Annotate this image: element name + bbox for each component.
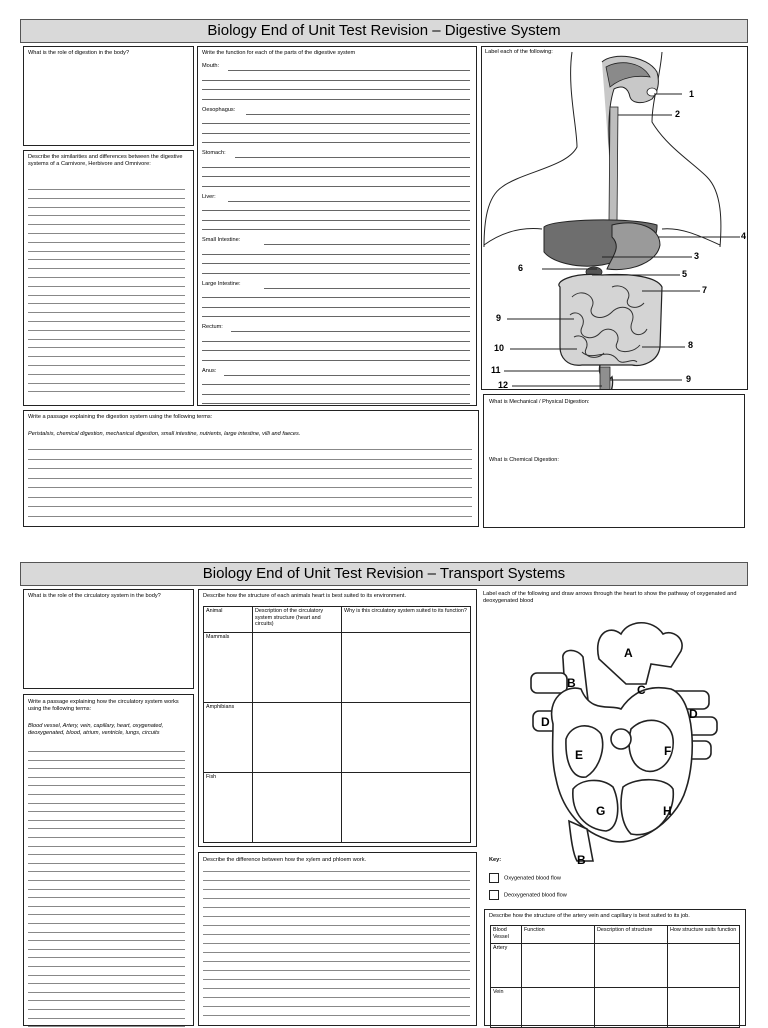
answer-line[interactable] xyxy=(202,80,470,81)
answer-line[interactable] xyxy=(28,1018,185,1019)
diagram-label: 11 xyxy=(491,365,501,375)
answer-line[interactable] xyxy=(28,330,185,331)
answer-line[interactable] xyxy=(28,277,185,278)
part-label: Liver: xyxy=(202,193,216,200)
answer-line[interactable] xyxy=(28,347,185,348)
table-header: Why is this circulatory system suited to its function? xyxy=(342,607,471,633)
heart-label: A xyxy=(624,646,633,660)
answer-line[interactable] xyxy=(202,176,470,177)
answer-line[interactable] xyxy=(28,837,185,838)
table-cell[interactable] xyxy=(522,988,595,1028)
answer-line[interactable] xyxy=(203,916,470,917)
answer-line[interactable] xyxy=(202,99,470,100)
diagram-label: 12 xyxy=(498,380,509,390)
answer-line[interactable] xyxy=(28,207,185,208)
blood-vessel-question: Describe how the structure of the artery vein and capillary is best suited to its job. xyxy=(489,913,690,919)
passage-terms: Peristalsis, chemical digestion, mechanical digestion, small intestine, nutrients, large intestine, villi and faeces. xyxy=(28,431,301,437)
answer-line[interactable] xyxy=(28,794,185,795)
heart-label: D xyxy=(541,715,550,729)
animal-name: Amphibians xyxy=(204,703,253,773)
digestion-types-box[interactable] xyxy=(483,394,745,528)
key-item-oxygenated xyxy=(489,873,561,883)
answer-line[interactable] xyxy=(28,880,185,881)
answer-line[interactable] xyxy=(235,157,470,158)
digestion-passage-box[interactable] xyxy=(23,410,479,527)
diagram-label: 10 xyxy=(494,343,505,353)
vessel-name: Artery xyxy=(491,944,522,988)
vessel-name: Vein xyxy=(491,988,522,1028)
answer-line[interactable] xyxy=(28,871,185,872)
table-header: How structure suits function xyxy=(668,926,740,944)
answer-line[interactable] xyxy=(28,932,185,933)
answer-line[interactable] xyxy=(28,1009,185,1010)
answer-line[interactable] xyxy=(28,459,472,460)
table-cell[interactable] xyxy=(342,633,471,703)
answer-line[interactable] xyxy=(224,375,470,376)
answer-line[interactable] xyxy=(28,312,185,313)
answer-line[interactable] xyxy=(28,1000,185,1001)
diagram-label: 9 xyxy=(686,374,692,384)
answer-line[interactable] xyxy=(28,497,472,498)
answer-line[interactable] xyxy=(203,934,470,935)
circulatory-passage-terms: Blood vessel, Artery, vein, capillary, heart, oxygenated, deoxygenated, blood, atrium, ventricle, lungs, circuits xyxy=(28,723,164,736)
key-title: Key: xyxy=(489,857,502,863)
heart-label: H xyxy=(663,804,672,818)
answer-line[interactable] xyxy=(202,403,470,404)
answer-line[interactable] xyxy=(203,952,470,953)
answer-line[interactable] xyxy=(202,229,470,230)
circulatory-passage-box[interactable] xyxy=(23,694,194,1026)
answer-line[interactable] xyxy=(28,251,185,252)
answer-line[interactable] xyxy=(28,863,185,864)
mechanical-question: What is Mechanical / Physical Digestion: xyxy=(489,399,590,405)
answer-line[interactable] xyxy=(202,360,470,361)
answer-line[interactable] xyxy=(28,356,185,357)
answer-line[interactable] xyxy=(28,923,185,924)
answer-line[interactable] xyxy=(28,975,185,976)
table-cell[interactable] xyxy=(253,703,342,773)
answer-line[interactable] xyxy=(28,259,185,260)
answer-line[interactable] xyxy=(202,350,470,351)
answer-line[interactable] xyxy=(28,897,185,898)
checkbox[interactable] xyxy=(489,873,499,883)
answer-line[interactable] xyxy=(28,224,185,225)
table-header: Animal xyxy=(204,607,253,633)
answer-line[interactable] xyxy=(202,316,470,317)
parts-function-question: Write the function for each of the parts of the digestive system xyxy=(202,50,356,56)
digestive-diagram-box xyxy=(481,46,748,390)
answer-line[interactable] xyxy=(28,803,185,804)
answer-line[interactable] xyxy=(202,384,470,385)
diagram-label: 7 xyxy=(702,285,708,295)
table-cell[interactable] xyxy=(342,773,471,843)
answer-line[interactable] xyxy=(202,167,470,168)
answer-line[interactable] xyxy=(246,114,470,115)
blood-vessel-table xyxy=(490,925,740,1028)
answer-line[interactable] xyxy=(231,331,470,332)
circulatory-passage-question: Write a passage explaining how the circulatory system works using the following terms: xyxy=(28,699,179,712)
diagram-label: 5 xyxy=(682,269,688,279)
heart-label: G xyxy=(596,804,606,818)
key-label: Oxygenated blood flow xyxy=(504,875,561,882)
parts-list xyxy=(202,61,470,405)
answer-line[interactable] xyxy=(203,961,470,962)
diagram-label: 6 xyxy=(518,263,524,273)
answer-line[interactable] xyxy=(264,288,470,289)
digestion-role-question: What is the role of digestion in the body? xyxy=(28,50,130,56)
answer-line[interactable] xyxy=(203,970,470,971)
heart-label: B xyxy=(577,853,586,867)
answer-line[interactable] xyxy=(28,760,185,761)
heart-label: B xyxy=(567,676,576,690)
answer-line[interactable] xyxy=(28,303,185,304)
xylem-phloem-question: Describe the difference between how the xylem and phloem work. xyxy=(203,857,367,863)
answer-line[interactable] xyxy=(264,244,470,245)
answer-line[interactable] xyxy=(203,997,470,998)
checkbox[interactable] xyxy=(489,890,499,900)
compare-digestive-question: Describe the similarities and differences between the digestive systems of a Carnivore, Herbivore and Omnivore: xyxy=(28,154,183,167)
part-label: Rectum: xyxy=(202,324,223,330)
answer-line[interactable] xyxy=(28,957,185,958)
answer-line[interactable] xyxy=(202,341,470,342)
diagram-label: 3 xyxy=(694,251,700,261)
part-label: Small Intestine: xyxy=(202,237,241,243)
part-label: Anus: xyxy=(202,367,217,374)
answer-line[interactable] xyxy=(28,449,472,450)
table-cell[interactable] xyxy=(342,703,471,773)
heart-label: C xyxy=(637,683,646,697)
digestion-role-box[interactable] xyxy=(23,46,194,146)
answer-line[interactable] xyxy=(203,988,470,989)
table-header: Description of the circulatory system structure (heart and circuits) xyxy=(253,607,342,633)
heart-label: E xyxy=(575,748,584,762)
heart-label: F xyxy=(664,744,672,758)
xylem-phloem-box[interactable] xyxy=(198,852,477,1026)
answer-line[interactable] xyxy=(28,242,185,243)
circulatory-role-question: What is the role of the circulatory system in the body? xyxy=(28,593,161,599)
table-header: Description of structure xyxy=(595,926,668,944)
part-label: Large Intestine: xyxy=(202,280,241,287)
answer-line[interactable] xyxy=(28,966,185,967)
answer-line[interactable] xyxy=(203,889,470,890)
digestive-system-illustration xyxy=(482,47,748,390)
blood-vessel-box[interactable] xyxy=(484,909,746,1026)
answer-line[interactable] xyxy=(28,468,472,469)
passage-question: Write a passage explaining the digestion system using the following terms: xyxy=(28,414,213,420)
answer-line[interactable] xyxy=(28,983,185,984)
table-cell[interactable] xyxy=(595,944,668,988)
diagram-label: 9 xyxy=(496,313,502,323)
answer-line[interactable] xyxy=(28,828,185,829)
animal-heart-table xyxy=(203,606,471,843)
answer-line[interactable] xyxy=(203,907,470,908)
answer-line[interactable] xyxy=(28,391,185,392)
key-item-deoxygenated xyxy=(489,890,567,900)
diagram-label: 4 xyxy=(741,231,747,241)
answer-line[interactable] xyxy=(28,785,185,786)
answer-line[interactable] xyxy=(28,365,185,366)
part-label: Mouth: xyxy=(202,63,220,69)
answer-line[interactable] xyxy=(228,201,470,202)
answer-line[interactable] xyxy=(28,233,185,234)
answer-line[interactable] xyxy=(202,186,470,187)
heart-label: D xyxy=(689,707,698,721)
answer-line[interactable] xyxy=(28,846,185,847)
answer-line[interactable] xyxy=(203,925,470,926)
answer-line[interactable] xyxy=(28,215,185,216)
answer-line[interactable] xyxy=(28,321,185,322)
answer-line[interactable] xyxy=(28,889,185,890)
answer-line[interactable] xyxy=(202,210,470,211)
answer-line[interactable] xyxy=(28,374,185,375)
parts-function-box[interactable] xyxy=(197,46,477,406)
answer-line[interactable] xyxy=(202,254,470,255)
answer-line[interactable] xyxy=(202,297,470,298)
answer-line[interactable] xyxy=(203,943,470,944)
answer-line[interactable] xyxy=(202,394,470,395)
diagram-label: 1 xyxy=(689,89,695,99)
answer-line[interactable] xyxy=(202,89,470,90)
answer-line[interactable] xyxy=(28,478,472,479)
answer-line[interactable] xyxy=(28,286,185,287)
animal-heart-question: Describe how the structure of each animals heart is best suited to its environment. xyxy=(203,593,407,599)
answer-line[interactable] xyxy=(28,268,185,269)
key-label: Deoxygenated blood flow xyxy=(504,892,567,899)
table-cell[interactable] xyxy=(253,773,342,843)
heart-diagram-area xyxy=(481,589,748,909)
answer-line[interactable] xyxy=(202,123,470,124)
table-header: Blood Vessel xyxy=(491,926,522,944)
part-label: Oesophagus: xyxy=(202,106,236,113)
table-cell[interactable] xyxy=(668,988,740,1028)
answer-line[interactable] xyxy=(28,383,185,384)
answer-line[interactable] xyxy=(28,914,185,915)
diagram-label: 8 xyxy=(688,340,694,350)
answer-line[interactable] xyxy=(28,1026,185,1027)
answer-line[interactable] xyxy=(28,811,185,812)
answer-line[interactable] xyxy=(203,1015,470,1016)
answer-line[interactable] xyxy=(28,189,185,190)
answer-line[interactable] xyxy=(202,263,470,264)
part-label: Stomach: xyxy=(202,150,226,156)
answer-line[interactable] xyxy=(28,339,185,340)
answer-line[interactable] xyxy=(28,906,185,907)
answer-line[interactable] xyxy=(203,871,470,872)
sheet2-title: Biology End of Unit Test Revision – Transport Systems xyxy=(20,562,748,586)
diagram-question: Label each of the following: xyxy=(485,49,553,55)
answer-line[interactable] xyxy=(28,820,185,821)
circulatory-role-box[interactable] xyxy=(23,589,194,689)
answer-line[interactable] xyxy=(203,979,470,980)
answer-line[interactable] xyxy=(28,198,185,199)
answer-line[interactable] xyxy=(28,777,185,778)
diagram-label: 2 xyxy=(675,109,681,119)
answer-line[interactable] xyxy=(28,487,472,488)
chemical-question: What is Chemical Digestion: xyxy=(489,457,559,463)
sheet1-title: Biology End of Unit Test Revision – Digestive System xyxy=(20,19,748,43)
table-cell[interactable] xyxy=(595,988,668,1028)
animal-name: Fish xyxy=(204,773,253,843)
heart-illustration xyxy=(481,589,748,909)
table-cell[interactable] xyxy=(522,944,595,988)
answer-line[interactable] xyxy=(28,949,185,950)
answer-line[interactable] xyxy=(28,940,185,941)
answer-line[interactable] xyxy=(28,992,185,993)
animal-heart-box[interactable] xyxy=(198,589,477,847)
answer-line[interactable] xyxy=(202,133,470,134)
table-header: Function xyxy=(522,926,595,944)
answer-line[interactable] xyxy=(202,220,470,221)
answer-line[interactable] xyxy=(203,898,470,899)
heart-question: Label each of the following and draw arrows through the heart to show the pathway of oxygenated and deoxygenated blood xyxy=(483,591,737,604)
answer-line[interactable] xyxy=(202,142,470,143)
answer-line[interactable] xyxy=(28,751,185,752)
answer-line[interactable] xyxy=(203,880,470,881)
answer-line[interactable] xyxy=(228,70,470,71)
answer-line[interactable] xyxy=(28,854,185,855)
answer-line[interactable] xyxy=(28,516,472,517)
answer-line[interactable] xyxy=(28,295,185,296)
answer-line[interactable] xyxy=(203,1006,470,1007)
table-cell[interactable] xyxy=(253,633,342,703)
answer-line[interactable] xyxy=(202,307,470,308)
answer-line[interactable] xyxy=(28,506,472,507)
animal-name: Mammals xyxy=(204,633,253,703)
answer-line[interactable] xyxy=(202,273,470,274)
answer-line[interactable] xyxy=(28,768,185,769)
compare-digestive-box[interactable] xyxy=(23,150,194,406)
table-cell[interactable] xyxy=(668,944,740,988)
